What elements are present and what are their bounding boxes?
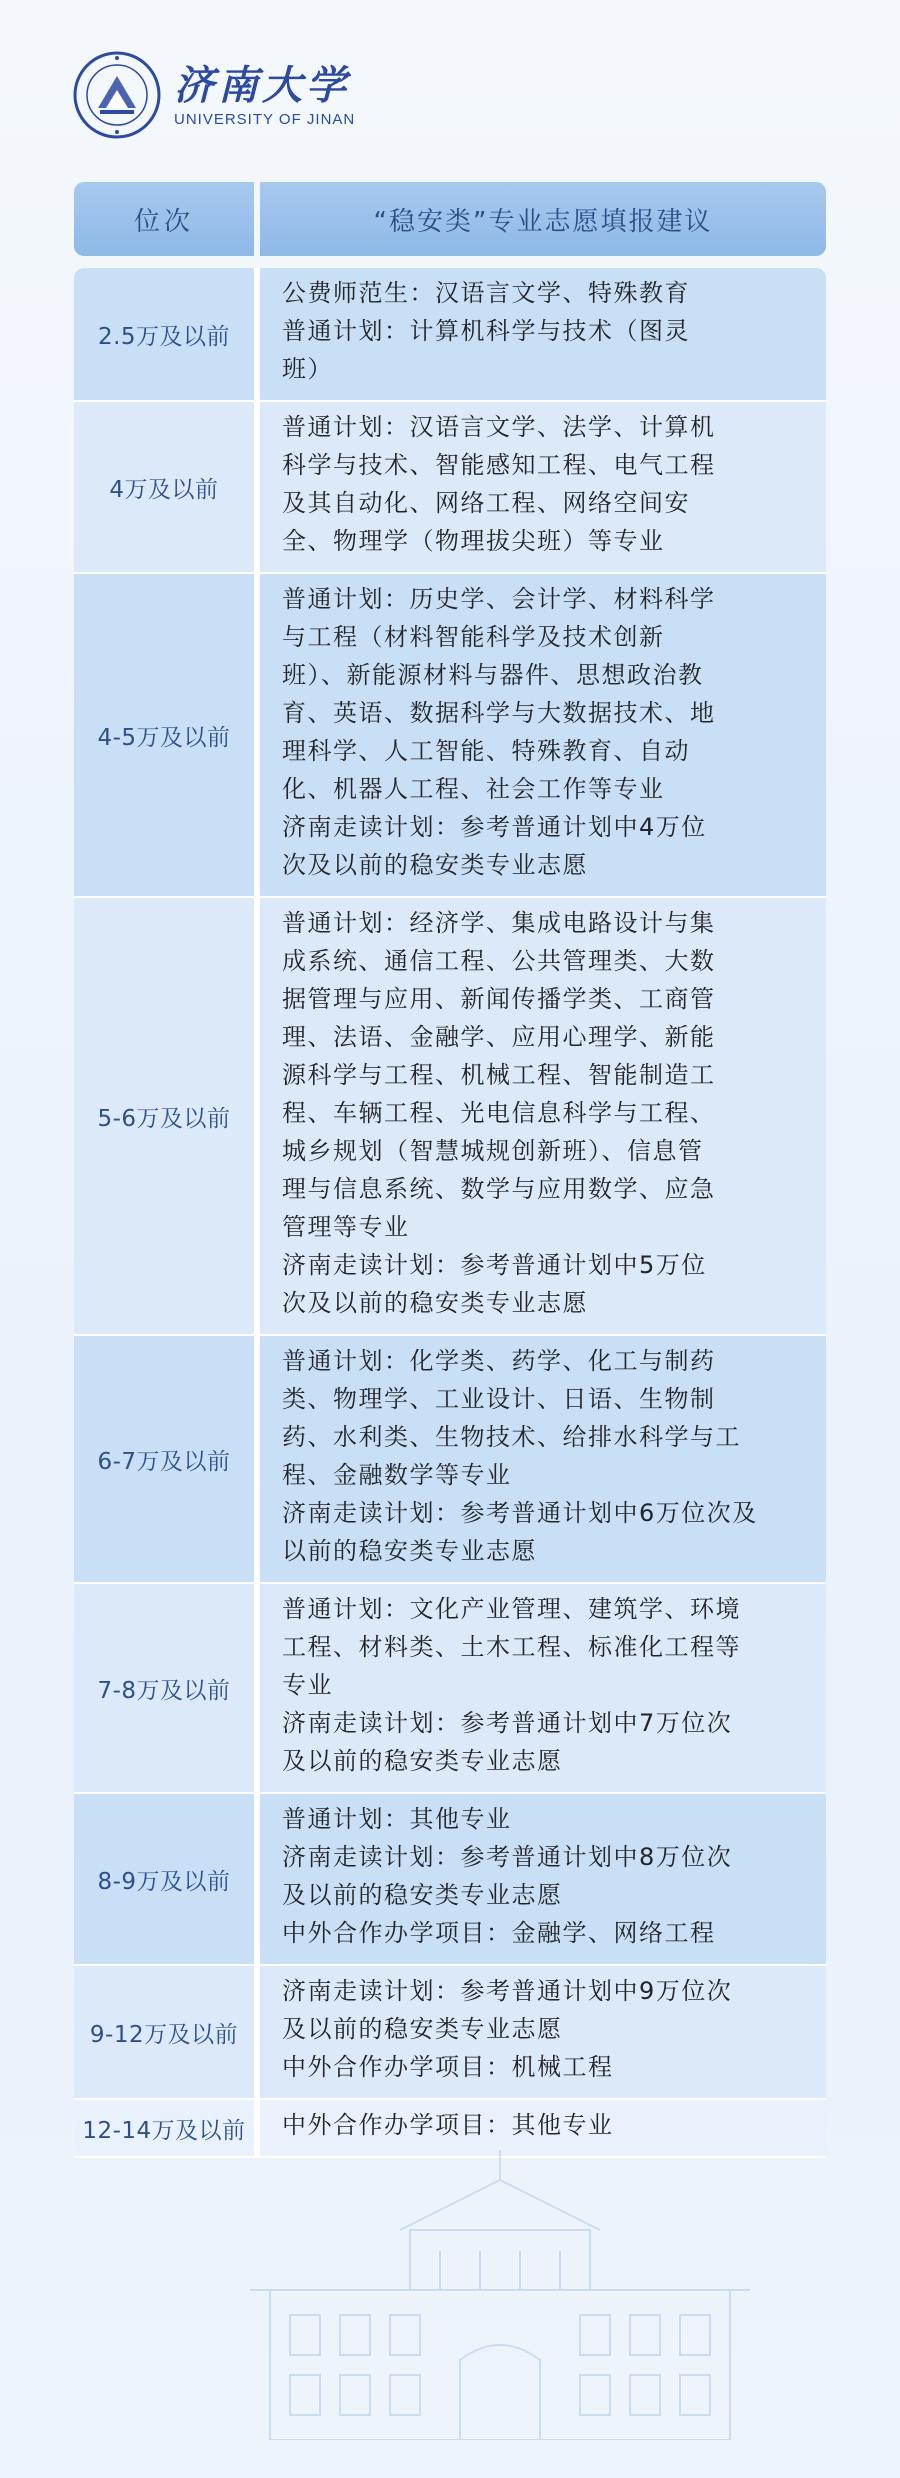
advice-cell bbox=[260, 574, 826, 896]
advice-line: 济南走读计划：参考普通计划中4万位 bbox=[282, 813, 707, 841]
table-row bbox=[74, 2100, 826, 2158]
table-body bbox=[74, 268, 826, 2158]
advice-line: 药、水利类、生物技术、给排水科学与工 bbox=[282, 1423, 741, 1451]
advice-line: 及以前的稳安类专业志愿 bbox=[282, 1881, 563, 1909]
advice-line: 公费师范生：汉语言文学、特殊教育 bbox=[282, 279, 690, 307]
header-rank: 位次 bbox=[74, 182, 254, 256]
rank-cell: 4-5万及以前 bbox=[74, 574, 260, 896]
advice-cell bbox=[260, 1584, 826, 1792]
campus-building-watermark bbox=[150, 2140, 850, 2440]
advice-line: 及以前的稳安类专业志愿 bbox=[282, 1747, 563, 1775]
advice-line: 中外合作办学项目：机械工程 bbox=[282, 2053, 614, 2081]
rank-cell: 12-14万及以前 bbox=[74, 2100, 260, 2156]
advice-line: 理、法语、金融学、应用心理学、新能 bbox=[282, 1023, 716, 1051]
advice-line: 科学与技术、智能感知工程、电气工程 bbox=[282, 451, 716, 479]
advice-line: 类、物理学、工业设计、日语、生物制 bbox=[282, 1385, 716, 1413]
rank-cell: 2.5万及以前 bbox=[74, 268, 260, 400]
advice-cell bbox=[260, 402, 826, 572]
advice-line: 济南走读计划：参考普通计划中5万位 bbox=[282, 1251, 707, 1279]
advice-cell bbox=[260, 1966, 826, 2098]
brand-text bbox=[174, 63, 355, 128]
rank-cell: 9-12万及以前 bbox=[74, 1966, 260, 2098]
advice-line: 普通计划：其他专业 bbox=[282, 1805, 512, 1833]
advice-line: 与工程（材料智能科学及技术创新 bbox=[282, 623, 665, 651]
advice-line: 济南走读计划：参考普通计划中9万位次 bbox=[282, 1977, 733, 2005]
advice-line: 化、机器人工程、社会工作等专业 bbox=[282, 775, 665, 803]
table-row bbox=[74, 268, 826, 402]
brand-name-cn: 济南大学 bbox=[174, 61, 350, 109]
table-row bbox=[74, 898, 826, 1336]
advice-line: 普通计划：汉语言文学、法学、计算机 bbox=[282, 413, 716, 441]
advice-cell bbox=[260, 2100, 826, 2156]
rank-cell: 5-6万及以前 bbox=[74, 898, 260, 1334]
table-row bbox=[74, 402, 826, 574]
university-seal-logo bbox=[72, 50, 162, 140]
table-header bbox=[74, 182, 826, 256]
advice-line: 育、英语、数据科学与大数据技术、地 bbox=[282, 699, 716, 727]
advice-line: 及以前的稳安类专业志愿 bbox=[282, 2015, 563, 2043]
advice-line: 程、车辆工程、光电信息科学与工程、 bbox=[282, 1099, 716, 1127]
advice-line: 成系统、通信工程、公共管理类、大数 bbox=[282, 947, 716, 975]
advice-line: 普通计划：历史学、会计学、材料科学 bbox=[282, 585, 716, 613]
advice-line: 班）、新能源材料与器件、思想政治教 bbox=[282, 661, 704, 689]
advice-cell bbox=[260, 1794, 826, 1964]
advice-cell bbox=[260, 268, 826, 400]
advice-cell bbox=[260, 898, 826, 1334]
table-row bbox=[74, 1336, 826, 1584]
rank-cell: 7-8万及以前 bbox=[74, 1584, 260, 1792]
header-advice: “稳安类”专业志愿填报建议 bbox=[260, 182, 826, 256]
table-row bbox=[74, 1584, 826, 1794]
advice-line: 全、物理学（物理拔尖班）等专业 bbox=[282, 527, 665, 555]
advice-line: 理与信息系统、数学与应用数学、应急 bbox=[282, 1175, 716, 1203]
advice-line: 源科学与工程、机械工程、智能制造工 bbox=[282, 1061, 716, 1089]
advice-line: 城乡规划（智慧城规创新班）、信息管 bbox=[282, 1137, 704, 1165]
table-row bbox=[74, 1794, 826, 1966]
advice-line: 济南走读计划：参考普通计划中6万位次及 bbox=[282, 1499, 758, 1527]
table-row bbox=[74, 574, 826, 898]
advice-cell bbox=[260, 1336, 826, 1582]
advice-line: 普通计划：计算机科学与技术（图灵 bbox=[282, 317, 690, 345]
rank-cell: 8-9万及以前 bbox=[74, 1794, 260, 1964]
advice-line: 管理等专业 bbox=[282, 1213, 410, 1241]
advice-line: 普通计划：文化产业管理、建筑学、环境 bbox=[282, 1595, 741, 1623]
rank-cell: 6-7万及以前 bbox=[74, 1336, 260, 1582]
brand-name-en: UNIVERSITY OF JINAN bbox=[174, 110, 356, 128]
rank-cell: 4万及以前 bbox=[74, 402, 260, 572]
advice-line: 据管理与应用、新闻传播学类、工商管 bbox=[282, 985, 716, 1013]
advice-line: 专业 bbox=[282, 1671, 333, 1699]
advice-line: 中外合作办学项目：其他专业 bbox=[282, 2111, 614, 2139]
table-row bbox=[74, 1966, 826, 2100]
advice-line: 中外合作办学项目：金融学、网络工程 bbox=[282, 1919, 716, 1947]
advice-line: 程、金融数学等专业 bbox=[282, 1461, 512, 1489]
advice-line: 普通计划：化学类、药学、化工与制药 bbox=[282, 1347, 716, 1375]
advice-line: 济南走读计划：参考普通计划中7万位次 bbox=[282, 1709, 733, 1737]
advice-line: 理科学、人工智能、特殊教育、自动 bbox=[282, 737, 690, 765]
advice-line: 次及以前的稳安类专业志愿 bbox=[282, 1289, 588, 1317]
recommendation-table bbox=[74, 182, 826, 2158]
advice-line: 以前的稳安类专业志愿 bbox=[282, 1537, 537, 1565]
advice-line: 班） bbox=[282, 355, 333, 383]
advice-line: 济南走读计划：参考普通计划中8万位次 bbox=[282, 1843, 733, 1871]
advice-line: 工程、材料类、土木工程、标准化工程等 bbox=[282, 1633, 741, 1661]
advice-line: 次及以前的稳安类专业志愿 bbox=[282, 851, 588, 879]
advice-line: 普通计划：经济学、集成电路设计与集 bbox=[282, 909, 716, 937]
advice-line: 及其自动化、网络工程、网络空间安 bbox=[282, 489, 690, 517]
school-header bbox=[72, 50, 355, 140]
